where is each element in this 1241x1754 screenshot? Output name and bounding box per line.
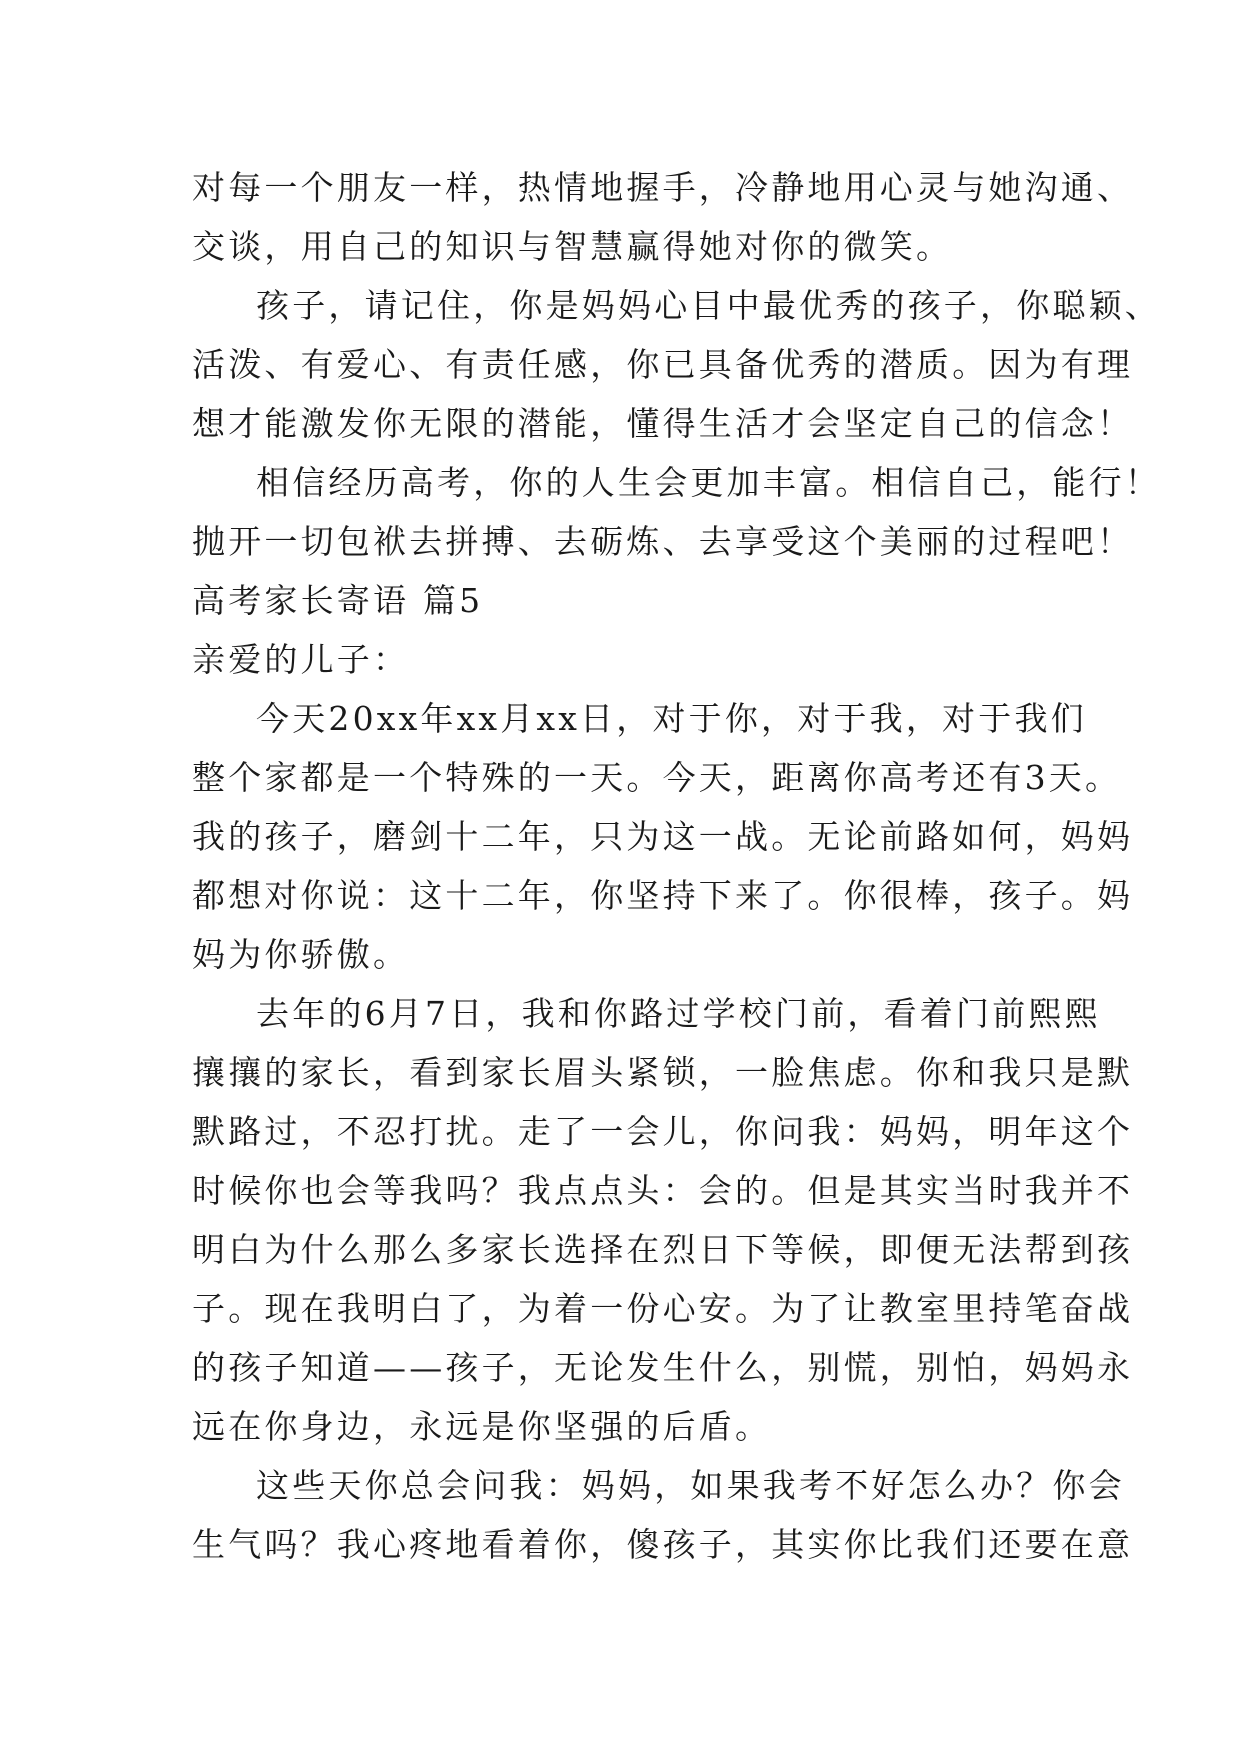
- text-line: 想才能激发你无限的潜能，懂得生活才会坚定自己的信念！: [192, 404, 1134, 443]
- text-line: 对每一个朋友一样，热情地握手，冷静地用心灵与她沟通、: [192, 168, 1134, 207]
- paragraph-start-line: 这些天你总会问我：妈妈，如果我考不好怎么办？你会: [256, 1466, 1125, 1505]
- paragraph-start-line: 相信经历高考，你的人生会更加丰富。相信自己，能行！: [256, 463, 1161, 502]
- text-line: 我的孩子，磨剑十二年，只为这一战。无论前路如何，妈妈: [192, 817, 1134, 856]
- text-line: 整个家都是一个特殊的一天。今天，距离你高考还有3天。: [192, 758, 1122, 797]
- text-line: 时候你也会等我吗？我点点头：会的。但是其实当时我并不: [192, 1171, 1134, 1210]
- text-line: 活泼、有爱心、有责任感，你已具备优秀的潜质。因为有理: [192, 345, 1134, 384]
- text-line: 子。现在我明白了，为着一份心安。为了让教室里持笔奋战: [192, 1289, 1134, 1328]
- text-line: 攘攘的家长，看到家长眉头紧锁，一脸焦虑。你和我只是默: [192, 1053, 1134, 1092]
- text-line: 交谈，用自己的知识与智慧赢得她对你的微笑。: [192, 227, 953, 266]
- paragraph-start-line: 去年的6月7日，我和你路过学校门前，看着门前熙熙: [256, 994, 1101, 1033]
- text-line: 远在你身边，永远是你坚强的后盾。: [192, 1407, 772, 1446]
- text-line: 默路过，不忍打扰。走了一会儿，你问我：妈妈，明年这个: [192, 1112, 1134, 1151]
- paragraph-start-line: 今天20xx年xx月xx日，对于你，对于我，对于我们: [256, 699, 1087, 738]
- text-line: 都想对你说：这十二年，你坚持下来了。你很棒，孩子。妈: [192, 876, 1134, 915]
- paragraph-start-line: 孩子，请记住，你是妈妈心目中最优秀的孩子，你聪颖、: [256, 286, 1161, 325]
- text-line: 抛开一切包袱去拼搏、去砺炼、去享受这个美丽的过程吧！: [192, 522, 1134, 561]
- text-line: 生气吗？我心疼地看着你，傻孩子，其实你比我们还要在意: [192, 1525, 1134, 1564]
- text-line: 的孩子知道——孩子，无论发生什么，别慌，别怕，妈妈永: [192, 1348, 1134, 1387]
- section-heading: 高考家长寄语 篇5: [192, 581, 484, 620]
- text-line: 明白为什么那么多家长选择在烈日下等候，即便无法帮到孩: [192, 1230, 1134, 1269]
- text-line: 妈为你骄傲。: [192, 935, 410, 974]
- salutation: 亲爱的儿子：: [192, 640, 410, 679]
